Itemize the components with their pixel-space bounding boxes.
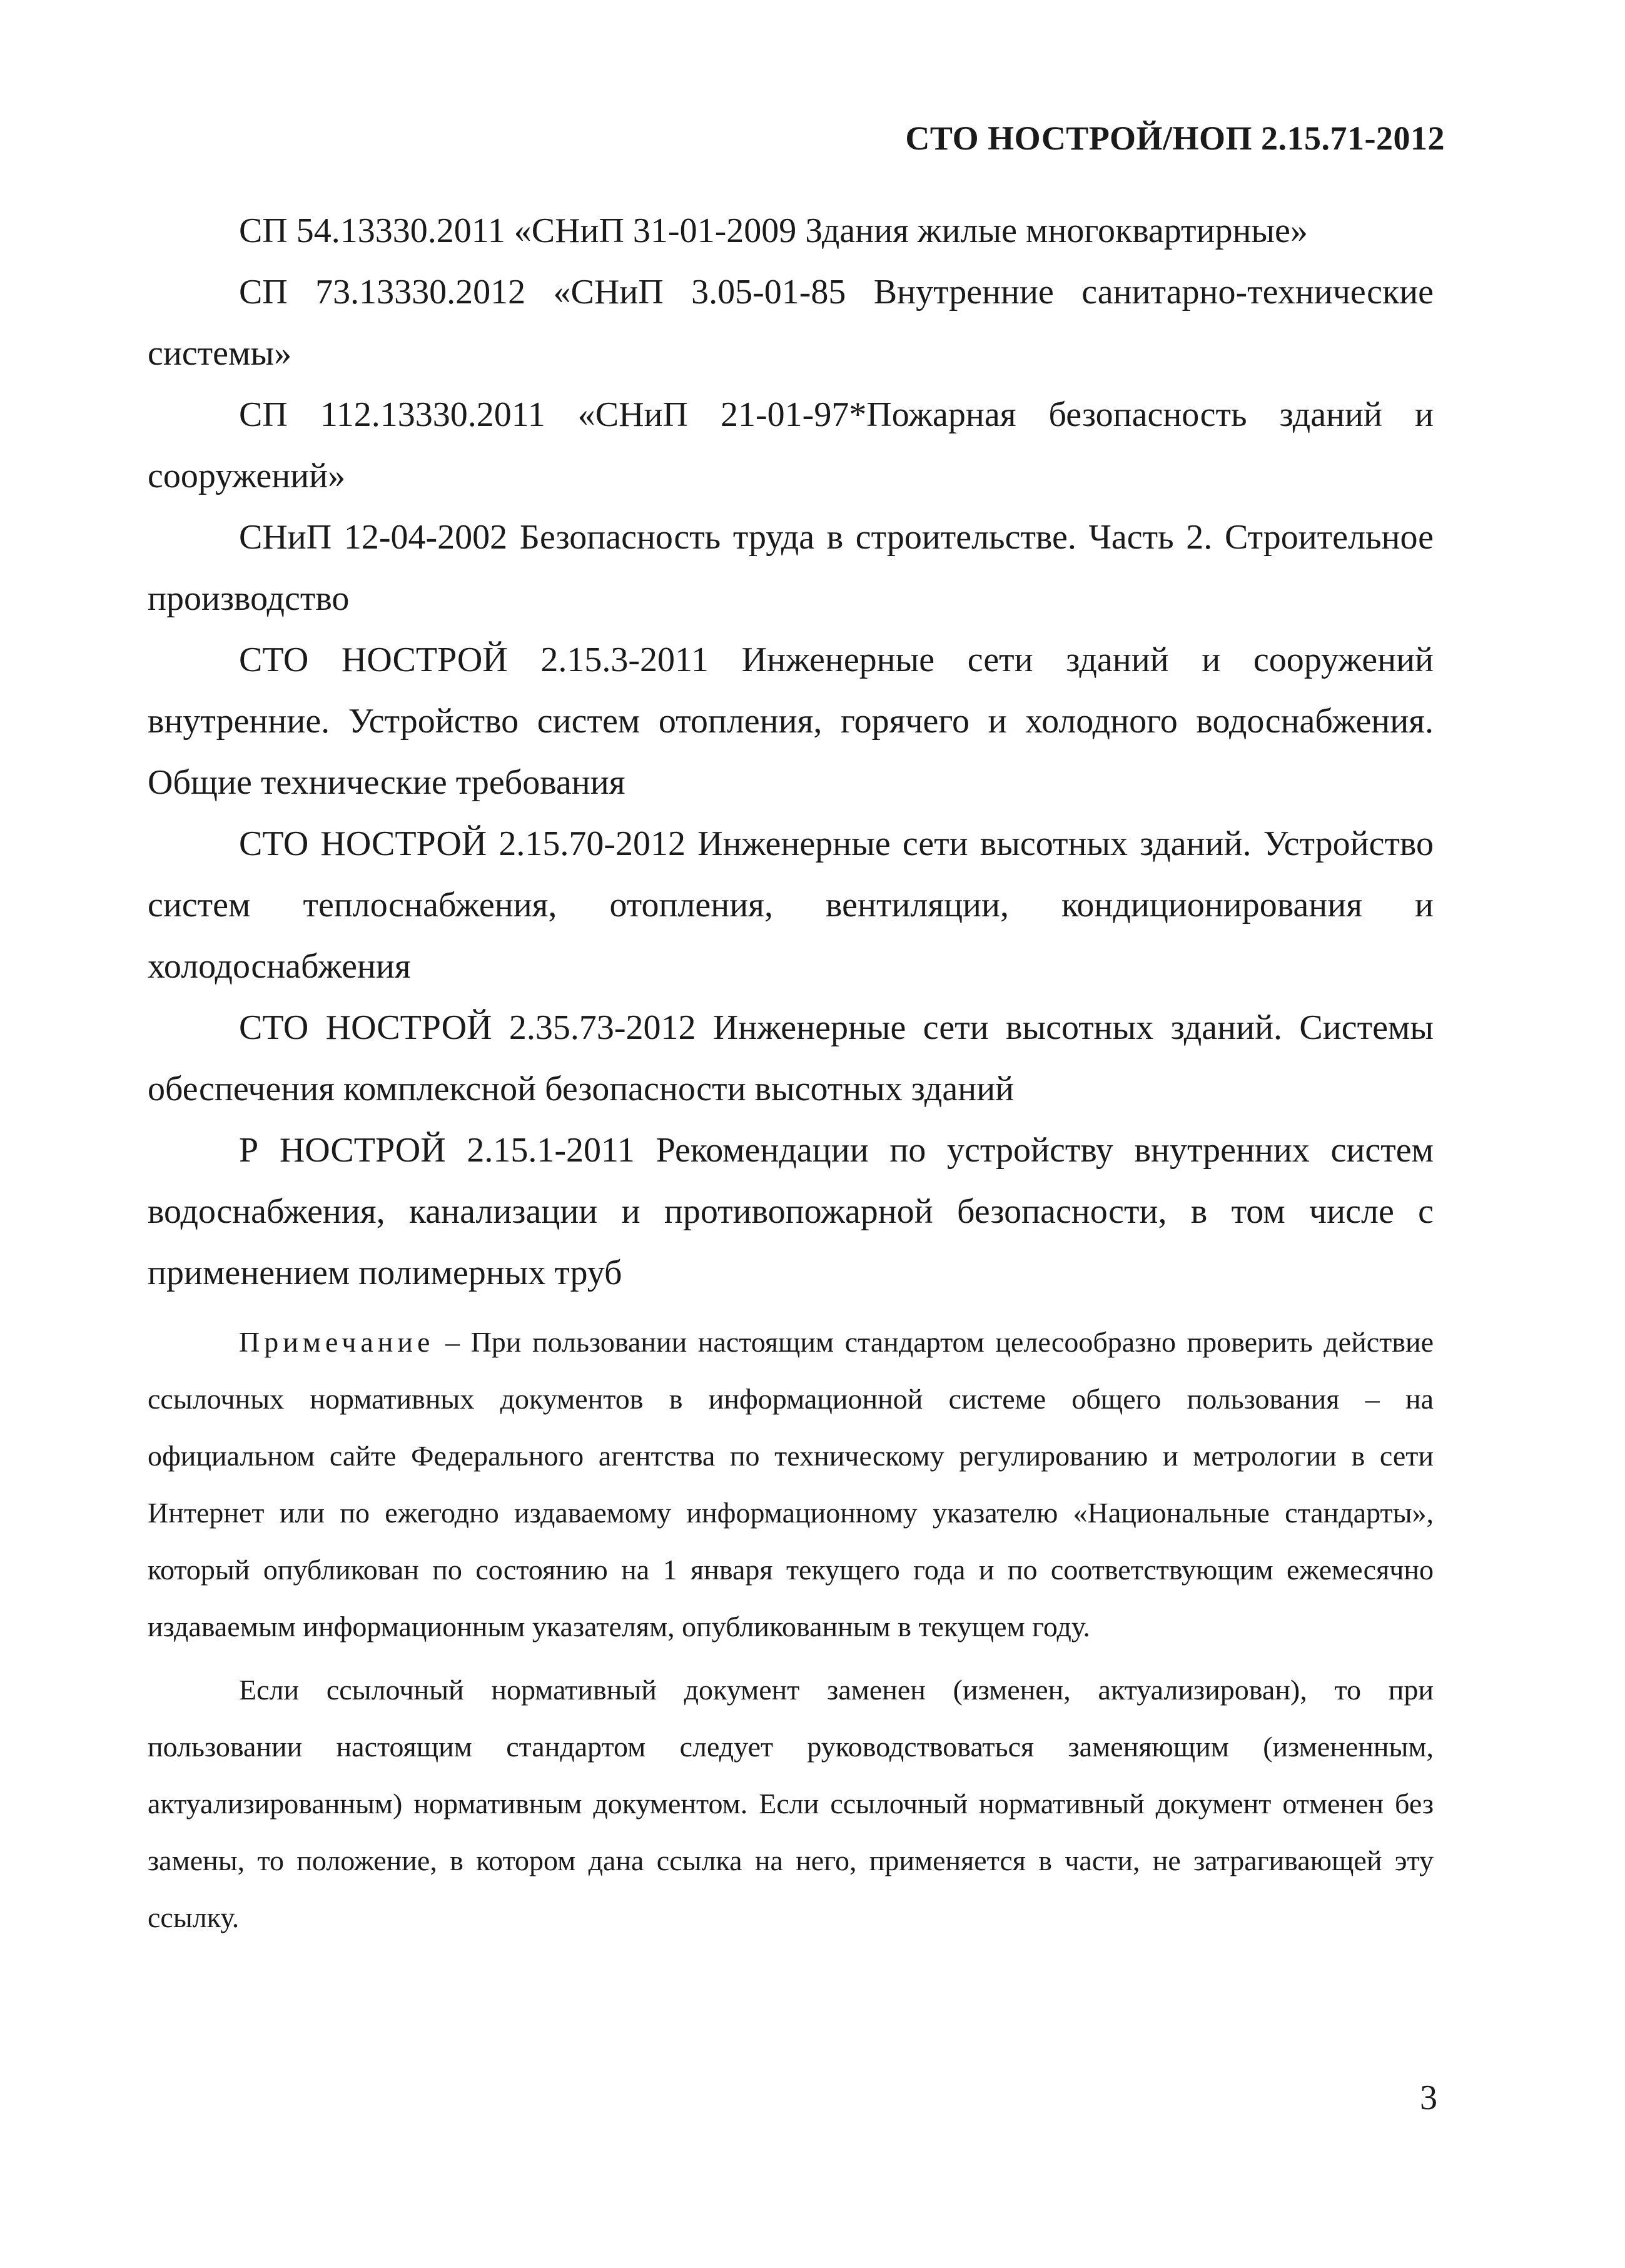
reference-item: Р НОСТРОЙ 2.15.1-2011 Рекомендации по устройству внутренних систем водоснабжения, канализации и противопожарной безопасности, в том числе с применением полимерных труб — [148, 1131, 1434, 1292]
reference-item: СП 73.13330.2012 «СНиП 3.05-01-85 Внутренние санитарно-технические системы» — [148, 273, 1434, 373]
reference-item: СНиП 12-04-2002 Безопасность труда в строительстве. Часть 2. Строительное производство — [148, 518, 1434, 618]
note-text: – При пользовании настоящим стандартом целесообразно проверить действие ссылочных нормативных документов в информационной системе общего пользования – на официальном сайте Федерального агентства по техническому регулированию и метрологии в сети Интернет или по ежегодно издаваемому информационному указателю «Национальные стандарты», который опубликован по состоянию на 1 января текущего года и по соответствующим ежемесячно издаваемым информационным указателям, опубликованным в текущем году. — [148, 1326, 1434, 1643]
note-paragraph-2: Если ссылочный нормативный документ заменен (изменен, актуализирован), то при пользовании настоящим стандартом следует руководствоваться заменяющим (измененным, актуализированным) нормативным документом. Если ссылочный нормативный документ отменен без замены, то положение, в котором дана ссылка на него, применяется в части, не затрагивающей эту ссылку. — [148, 1674, 1434, 1933]
reference-item: СП 54.13330.2011 «СНиП 31-01-2009 Здания жилые многоквартирные» — [239, 211, 1308, 250]
reference-item: СП 112.13330.2011 «СНиП 21-01-97*Пожарная безопасность зданий и сооружений» — [148, 395, 1434, 495]
page-number: 3 — [1420, 2078, 1437, 2117]
document-code-header: СТО НОСТРОЙ/НОП 2.15.71-2012 — [905, 119, 1445, 157]
reference-item: СТО НОСТРОЙ 2.35.73-2012 Инженерные сети высотных зданий. Системы обеспечения комплексной безопасности высотных зданий — [148, 1008, 1434, 1108]
note-block — [148, 1314, 1434, 1952]
note-paragraph — [148, 1314, 1434, 1655]
note-label: Примечание — [239, 1326, 435, 1358]
normative-references-list — [148, 200, 1434, 1304]
reference-item: СТО НОСТРОЙ 2.15.3-2011 Инженерные сети зданий и сооружений внутренние. Устройство систем отопления, горячего и холодного водоснабжения. Общие технические требования — [148, 640, 1434, 802]
reference-item: СТО НОСТРОЙ 2.15.70-2012 Инженерные сети высотных зданий. Устройство систем теплоснабжения, отопления, вентиляции, кондиционирования и холодоснабжения — [148, 824, 1434, 986]
